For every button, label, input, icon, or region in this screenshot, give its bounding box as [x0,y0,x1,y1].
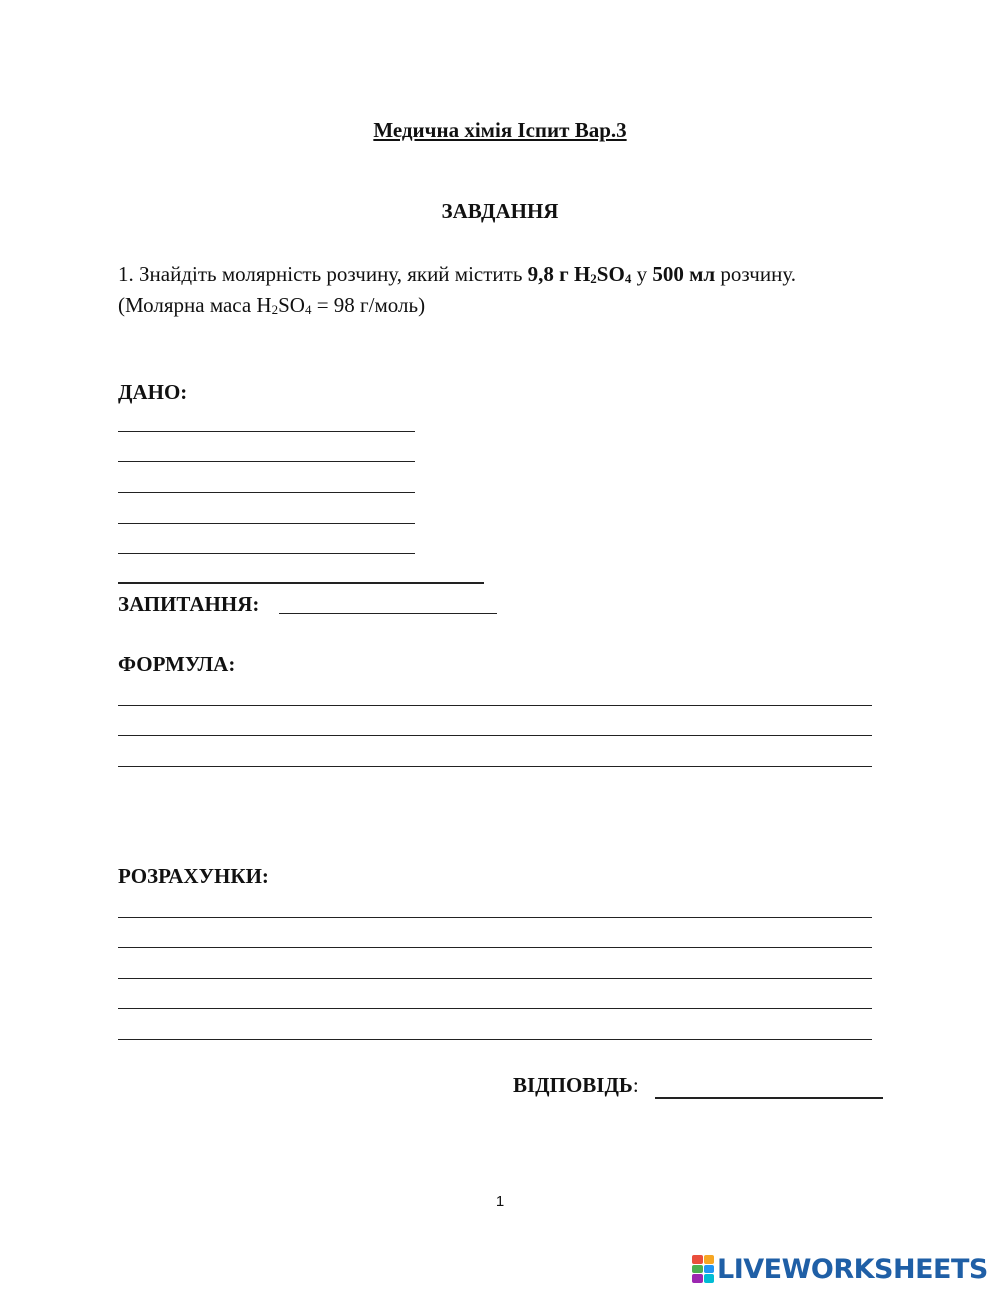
calculations-input-line-4[interactable] [118,1008,872,1009]
calculations-input-line-2[interactable] [118,947,872,948]
question-input-line[interactable] [279,613,497,614]
calculations-input-line-1[interactable] [118,917,872,918]
question-label: ЗАПИТАННЯ: [118,592,260,616]
calculations-label: РОЗРАХУНКИ: [118,864,269,888]
given-input-line-5[interactable] [118,553,415,554]
answer-input-line[interactable] [655,1097,883,1099]
logo-block-3 [692,1265,703,1274]
given-divider [118,582,484,584]
answer-row [513,1073,639,1098]
brand-name: LIVEWORKSHEETS [717,1253,988,1285]
logo-block-1 [692,1255,703,1264]
formula-input-line-1[interactable] [118,705,872,706]
task-prefix: 1. Знайдіть молярність розчину, який містить [118,262,528,286]
given-input-line-3[interactable] [118,492,415,493]
task-formula: $H_2SO_4$ [573,262,632,286]
formula-input-line-3[interactable] [118,766,872,767]
task-note: (Молярна маса $H_2SO_4 = 98$ г/моль) [118,293,426,317]
answer-colon: : [632,1073,639,1097]
formula-label: ФОРМУЛА: [118,652,236,676]
logo-block-5 [692,1274,703,1283]
given-input-line-1[interactable] [118,431,415,432]
logo-block-4 [704,1265,715,1274]
given-input-line-2[interactable] [118,461,415,462]
formula-input-line-2[interactable] [118,735,872,736]
given-label: ДАНО: [118,380,188,404]
liveworksheets-brand [692,1252,988,1286]
task-volume: 500 мл [652,262,716,286]
page-number: 1 [495,1193,505,1210]
given-input-line-4[interactable] [118,523,415,524]
calculations-input-line-5[interactable] [118,1039,872,1040]
document-title: Медична хімія Іспит Вар.3 [373,118,627,142]
task-mass: 9,8 г [527,262,569,286]
liveworksheets-logo-icon [692,1255,714,1283]
calculations-input-line-3[interactable] [118,978,872,979]
logo-block-2 [704,1255,715,1264]
logo-block-6 [704,1274,715,1283]
task-mid: у [631,262,653,286]
section-heading: ЗАВДАННЯ [441,199,559,223]
task-text [118,259,882,321]
answer-label: ВІДПОВІДЬ [513,1073,633,1097]
task-suffix: розчину. [715,262,796,286]
